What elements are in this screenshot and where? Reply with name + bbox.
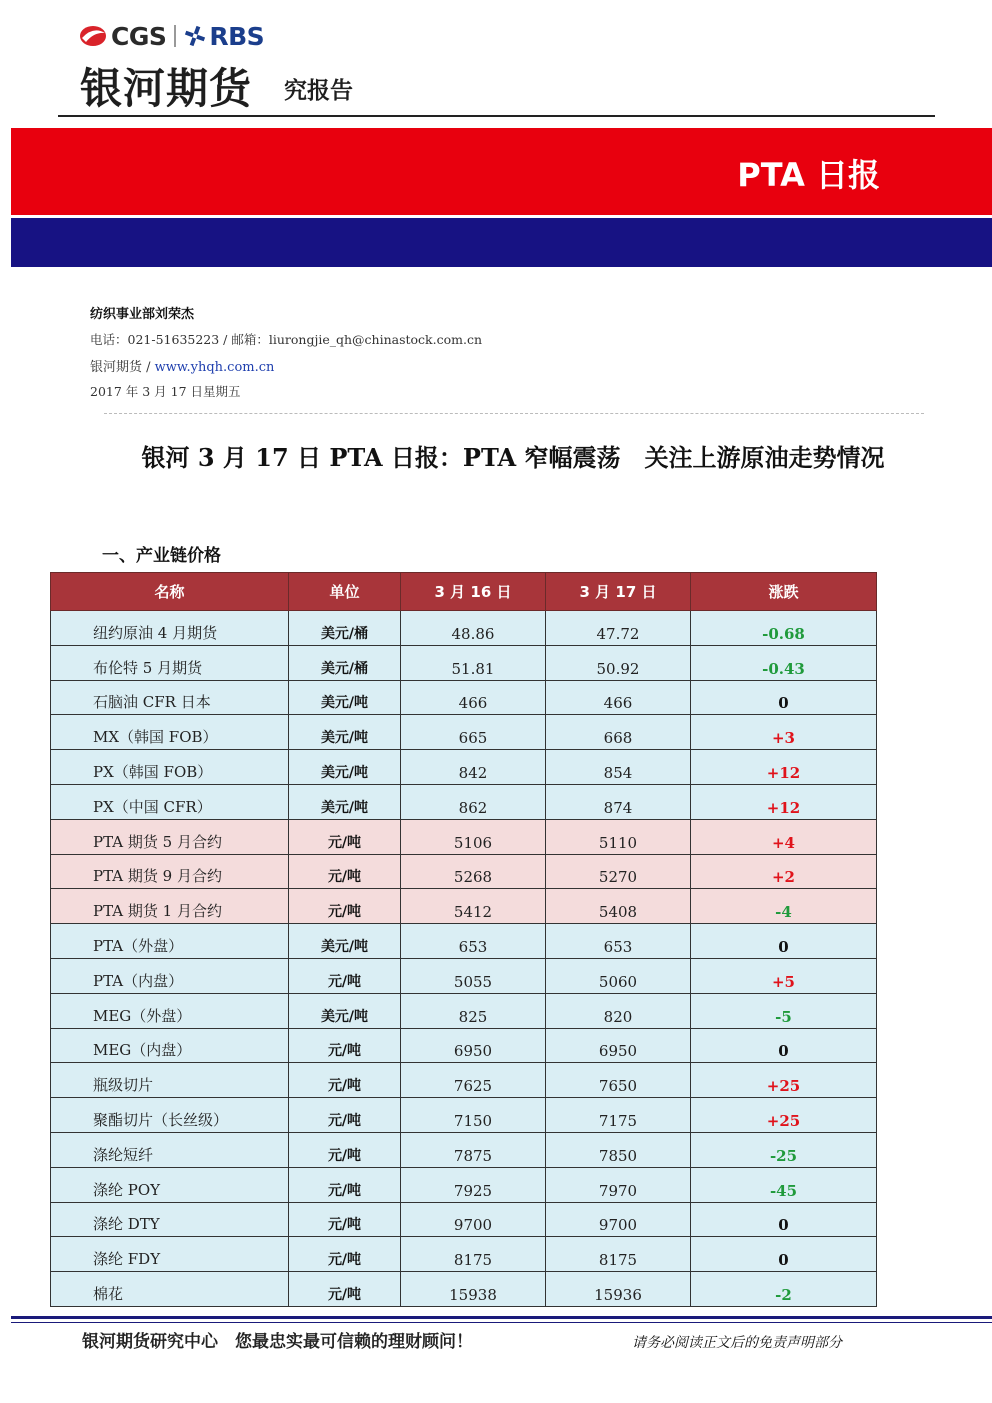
table-row xyxy=(51,1202,877,1237)
cell-unit: 元/吨 xyxy=(289,1063,401,1098)
cell-name: MEG（内盘） xyxy=(51,1028,289,1063)
table-row xyxy=(51,1272,877,1307)
cell-change: -25 xyxy=(691,1132,877,1167)
cell-name: 涤纶短纤 xyxy=(51,1132,289,1167)
table-row xyxy=(51,1237,877,1272)
cell-change: 0 xyxy=(691,1028,877,1063)
cell-name: PTA 期货 5 月合约 xyxy=(51,819,289,854)
cell-unit: 元/吨 xyxy=(289,854,401,889)
cell-unit: 元/吨 xyxy=(289,1237,401,1272)
cell-mar16: 9700 xyxy=(401,1202,546,1237)
cell-mar16: 7925 xyxy=(401,1167,546,1202)
cell-mar16: 665 xyxy=(401,715,546,750)
cell-mar17: 50.92 xyxy=(546,645,691,680)
header-change: 涨跌 xyxy=(691,573,877,611)
company-name: 银河期货 xyxy=(80,64,253,113)
table-row xyxy=(51,819,877,854)
cell-change: +12 xyxy=(691,784,877,819)
cell-mar16: 5412 xyxy=(401,889,546,924)
cell-mar16: 8175 xyxy=(401,1237,546,1272)
banner-title: PTA 日报 xyxy=(737,156,880,194)
table-row xyxy=(51,611,877,646)
cell-mar17: 874 xyxy=(546,784,691,819)
cell-mar16: 842 xyxy=(401,750,546,785)
table-row xyxy=(51,784,877,819)
report-date: 2017 年 3 月 17 日星期五 xyxy=(90,384,241,399)
table-row xyxy=(51,993,877,1028)
cell-mar17: 7175 xyxy=(546,1098,691,1133)
cell-mar16: 7875 xyxy=(401,1132,546,1167)
cell-name: 纽约原油 4 月期货 xyxy=(51,611,289,646)
cell-mar16: 48.86 xyxy=(401,611,546,646)
cell-mar17: 854 xyxy=(546,750,691,785)
cell-unit: 美元/桶 xyxy=(289,645,401,680)
author-department: 纺织事业部刘荣杰 xyxy=(90,307,195,322)
cell-name: PTA 期货 1 月合约 xyxy=(51,889,289,924)
brand-cgs-text: CGS xyxy=(111,21,167,51)
cell-change: +2 xyxy=(691,854,877,889)
table-row xyxy=(51,1063,877,1098)
report-type: 究报告 xyxy=(284,78,353,104)
cell-mar17: 5060 xyxy=(546,958,691,993)
cell-mar16: 5055 xyxy=(401,958,546,993)
cell-unit: 美元/吨 xyxy=(289,715,401,750)
table-row xyxy=(51,680,877,715)
cell-mar17: 653 xyxy=(546,924,691,959)
cell-change: +4 xyxy=(691,819,877,854)
cell-unit: 美元/吨 xyxy=(289,750,401,785)
cell-mar17: 7850 xyxy=(546,1132,691,1167)
cell-name: PTA 期货 9 月合约 xyxy=(51,854,289,889)
section-title: 一、产业链价格 xyxy=(102,546,221,566)
cell-name: 石脑油 CFR 日本 xyxy=(51,680,289,715)
cell-change: +3 xyxy=(691,715,877,750)
cell-mar17: 9700 xyxy=(546,1202,691,1237)
cell-mar17: 668 xyxy=(546,715,691,750)
cell-name: PX（中国 CFR） xyxy=(51,784,289,819)
cell-name: 涤纶 DTY xyxy=(51,1202,289,1237)
cell-change: 0 xyxy=(691,680,877,715)
footer-rule-thick xyxy=(11,1316,992,1319)
brand-rbs-text: RBS xyxy=(209,21,265,51)
cell-unit: 元/吨 xyxy=(289,1028,401,1063)
cell-mar17: 6950 xyxy=(546,1028,691,1063)
footer-slogan: 银河期货研究中心 您最忠实最可信赖的理财顾问！ xyxy=(82,1332,473,1352)
cell-unit: 元/吨 xyxy=(289,1132,401,1167)
rbs-daisy-icon xyxy=(184,25,206,47)
cell-mar17: 7970 xyxy=(546,1167,691,1202)
table-row xyxy=(51,1167,877,1202)
cgs-swoosh-icon xyxy=(78,24,108,48)
cell-mar16: 862 xyxy=(401,784,546,819)
cell-change: -5 xyxy=(691,993,877,1028)
cell-mar16: 5268 xyxy=(401,854,546,889)
author-contact: 电话：021-51635223 / 邮箱：liurongjie_qh@chinastock.com.cn xyxy=(90,332,483,347)
cell-mar17: 820 xyxy=(546,993,691,1028)
banner-blue-band xyxy=(11,218,992,267)
cell-mar17: 5270 xyxy=(546,854,691,889)
website-link[interactable]: www.yhqh.com.cn xyxy=(154,360,275,375)
header-mar17: 3 月 17 日 xyxy=(546,573,691,611)
cell-unit: 美元/吨 xyxy=(289,993,401,1028)
cell-mar17: 5408 xyxy=(546,889,691,924)
dashed-divider xyxy=(104,413,924,414)
cell-name: 涤纶 POY xyxy=(51,1167,289,1202)
footer-rule-thin xyxy=(11,1322,992,1323)
table-row xyxy=(51,645,877,680)
cell-unit: 美元/吨 xyxy=(289,680,401,715)
cell-mar16: 6950 xyxy=(401,1028,546,1063)
cell-mar17: 47.72 xyxy=(546,611,691,646)
cell-mar16: 653 xyxy=(401,924,546,959)
table-row xyxy=(51,924,877,959)
cell-unit: 元/吨 xyxy=(289,958,401,993)
table-row xyxy=(51,1098,877,1133)
cell-mar16: 466 xyxy=(401,680,546,715)
cell-mar16: 51.81 xyxy=(401,645,546,680)
cell-unit: 元/吨 xyxy=(289,1202,401,1237)
cell-name: PTA（内盘） xyxy=(51,958,289,993)
cell-change: -0.43 xyxy=(691,645,877,680)
cell-change: -4 xyxy=(691,889,877,924)
report-headline: 银河 3 月 17 日 PTA 日报：PTA 窄幅震荡 关注上游原油走势情况 xyxy=(141,443,885,472)
table-row xyxy=(51,750,877,785)
cell-mar17: 7650 xyxy=(546,1063,691,1098)
cell-unit: 美元/吨 xyxy=(289,924,401,959)
footer-disclaimer-note: 请务必阅读正文后的免责声明部分 xyxy=(632,1335,842,1351)
header-unit: 单位 xyxy=(289,573,401,611)
cell-change: +25 xyxy=(691,1063,877,1098)
cell-change: +12 xyxy=(691,750,877,785)
website-prefix: 银河期货 / xyxy=(90,360,155,375)
cell-mar16: 5106 xyxy=(401,819,546,854)
table-row xyxy=(51,889,877,924)
cell-mar17: 466 xyxy=(546,680,691,715)
cell-mar16: 15938 xyxy=(401,1272,546,1307)
cell-mar16: 7150 xyxy=(401,1098,546,1133)
table-row xyxy=(51,854,877,889)
cell-change: 0 xyxy=(691,1202,877,1237)
cell-name: 聚酯切片（长丝级） xyxy=(51,1098,289,1133)
cell-unit: 元/吨 xyxy=(289,889,401,924)
cell-name: 瓶级切片 xyxy=(51,1063,289,1098)
brand-separator xyxy=(174,25,176,47)
cell-change: +25 xyxy=(691,1098,877,1133)
website-line xyxy=(90,356,274,375)
brand-logo xyxy=(78,20,264,52)
cell-name: PTA（外盘） xyxy=(51,924,289,959)
cell-change: -2 xyxy=(691,1272,877,1307)
cell-change: 0 xyxy=(691,924,877,959)
cell-name: MX（韩国 FOB） xyxy=(51,715,289,750)
cell-unit: 元/吨 xyxy=(289,1098,401,1133)
cell-unit: 美元/吨 xyxy=(289,784,401,819)
cell-change: +5 xyxy=(691,958,877,993)
cell-name: 棉花 xyxy=(51,1272,289,1307)
cell-unit: 元/吨 xyxy=(289,1167,401,1202)
cell-mar16: 7625 xyxy=(401,1063,546,1098)
cell-name: 布伦特 5 月期货 xyxy=(51,645,289,680)
cell-mar17: 5110 xyxy=(546,819,691,854)
table-row xyxy=(51,1132,877,1167)
header-name: 名称 xyxy=(51,573,289,611)
table-row xyxy=(51,715,877,750)
cell-name: 涤纶 FDY xyxy=(51,1237,289,1272)
header-divider xyxy=(58,115,935,117)
cell-name: MEG（外盘） xyxy=(51,993,289,1028)
cell-name: PX（韩国 FOB） xyxy=(51,750,289,785)
table-header-row xyxy=(51,573,877,611)
cell-change: -0.68 xyxy=(691,611,877,646)
table-row xyxy=(51,1028,877,1063)
price-table xyxy=(50,572,877,1307)
cell-unit: 元/吨 xyxy=(289,819,401,854)
cell-change: -45 xyxy=(691,1167,877,1202)
header-mar16: 3 月 16 日 xyxy=(401,573,546,611)
cell-mar17: 15936 xyxy=(546,1272,691,1307)
cell-mar17: 8175 xyxy=(546,1237,691,1272)
table-row xyxy=(51,958,877,993)
cell-unit: 美元/桶 xyxy=(289,611,401,646)
cell-unit: 元/吨 xyxy=(289,1272,401,1307)
cell-mar16: 825 xyxy=(401,993,546,1028)
cell-change: 0 xyxy=(691,1237,877,1272)
